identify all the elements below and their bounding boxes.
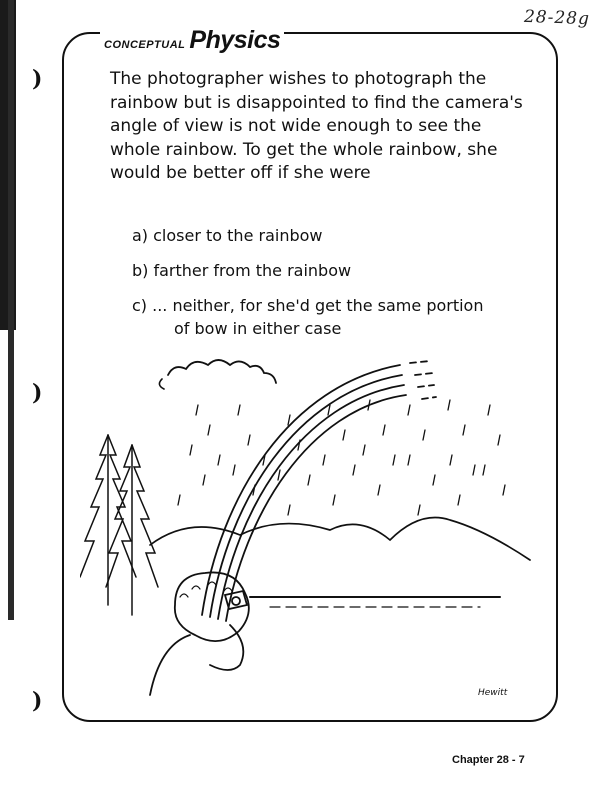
cloud (168, 360, 276, 383)
brand-small: CONCEPTUAL (104, 39, 186, 51)
option-b: b) farther from the rainbow (132, 261, 352, 280)
punch-hole-mark-1: ) (32, 66, 43, 92)
rainbow-illustration (80, 345, 540, 700)
pine-trees (80, 435, 158, 615)
mountains (150, 518, 530, 561)
option-c-line2: of bow in either case (174, 319, 342, 338)
photographer (150, 572, 249, 695)
question-paragraph: The photographer wishes to photograph the rainbow but is disappointed to find the camera's angle of view is not wide enough to see the whole rainbow. To get the whole rainbow, she would be better off if she were (110, 69, 523, 183)
option-c (132, 294, 522, 340)
brand-title: Physics (189, 26, 281, 54)
question-text (110, 68, 530, 186)
illustrator-signature: Hewitt (478, 688, 508, 698)
page-header (100, 26, 284, 52)
option-c-line1: c) ... neither, for she'd get the same portion (132, 296, 484, 315)
binding-edge-lower (8, 0, 14, 620)
handwritten-page-note: 28-28g (523, 6, 591, 30)
punch-hole-mark-2: ) (32, 380, 43, 406)
option-a: a) closer to the rainbow (132, 226, 323, 245)
page-footer: Chapter 28 - 7 (452, 754, 525, 766)
cloud-edge (159, 379, 164, 389)
rain-streaks (178, 400, 505, 515)
punch-hole-mark-3: ) (32, 688, 43, 714)
